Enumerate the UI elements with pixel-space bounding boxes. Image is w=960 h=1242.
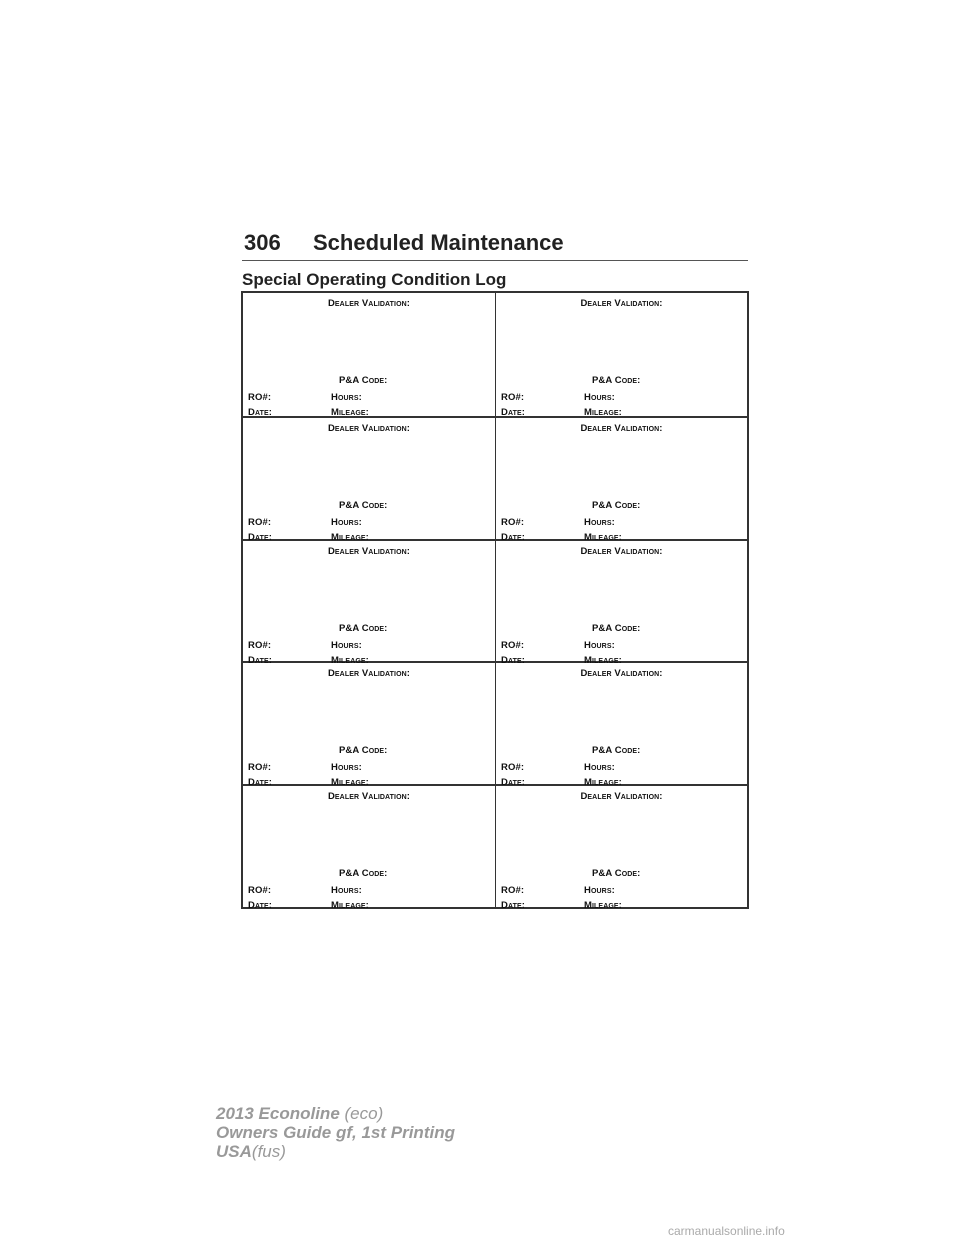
log-row <box>243 661 747 789</box>
footer-market-code: (fus) <box>251 1142 286 1161</box>
dealer-validation-label: Dealer Validation: <box>327 791 411 803</box>
pa-code-label: P&A Code: <box>592 499 641 511</box>
pa-code-label: P&A Code: <box>339 745 388 757</box>
hours-label: Hours: <box>584 392 615 403</box>
pa-code-label: P&A Code: <box>592 375 641 386</box>
hours-label: Hours: <box>584 516 615 528</box>
date-label: Date: <box>248 654 273 666</box>
pa-code-label: P&A Code: <box>339 868 388 880</box>
dealer-validation-label: Dealer Validation: <box>327 422 411 434</box>
dealer-validation-label: Dealer Validation: <box>327 298 411 309</box>
mileage-label: Mileage: <box>331 531 369 543</box>
log-entry-cell <box>243 293 495 416</box>
mileage-label: Mileage: <box>331 777 369 789</box>
mileage-label: Mileage: <box>331 900 369 912</box>
log-entry-cell <box>243 418 495 543</box>
log-row <box>243 293 747 416</box>
section-title: Special Operating Condition Log <box>242 270 507 289</box>
date-label: Date: <box>501 531 526 543</box>
dealer-validation-label: Dealer Validation: <box>580 422 663 434</box>
footer-market: USA <box>216 1142 252 1161</box>
mileage-label: Mileage: <box>584 407 622 418</box>
log-entry-cell <box>495 418 747 543</box>
date-label: Date: <box>501 777 526 789</box>
page-number: 306 <box>244 230 281 255</box>
date-label: Date: <box>248 407 273 418</box>
footer-model: 2013 Econoline <box>216 1104 340 1123</box>
hours-label: Hours: <box>331 885 362 897</box>
hours-label: Hours: <box>584 885 615 897</box>
ro-number-label: RO#: <box>501 762 525 774</box>
ro-number-label: RO#: <box>501 885 525 897</box>
log-entry-cell <box>243 786 495 912</box>
log-row <box>243 784 747 912</box>
footer-guide: Owners Guide gf, 1st Printing <box>216 1123 455 1142</box>
ro-number-label: RO#: <box>501 516 525 528</box>
ro-number-label: RO#: <box>248 392 272 403</box>
log-entry-cell <box>495 786 747 912</box>
footer-line-market <box>216 1142 455 1161</box>
log-row <box>243 416 747 543</box>
date-label: Date: <box>248 531 273 543</box>
pa-code-label: P&A Code: <box>339 499 388 511</box>
log-entry-cell <box>495 663 747 789</box>
pa-code-label: P&A Code: <box>592 745 641 757</box>
log-entry-cell <box>495 293 747 416</box>
hours-label: Hours: <box>584 762 615 774</box>
date-label: Date: <box>248 900 273 912</box>
date-label: Date: <box>501 900 526 912</box>
pa-code-label: P&A Code: <box>592 868 641 880</box>
watermark: carmanualsonline.info <box>668 1224 785 1238</box>
date-label: Date: <box>501 407 526 418</box>
log-row <box>243 539 747 666</box>
date-label: Date: <box>501 654 526 666</box>
footer-line-model <box>216 1104 455 1123</box>
hours-label: Hours: <box>331 516 362 528</box>
footer-line-guide <box>216 1123 455 1142</box>
mileage-label: Mileage: <box>331 407 369 418</box>
ro-number-label: RO#: <box>501 392 525 403</box>
dealer-validation-label: Dealer Validation: <box>327 545 411 557</box>
date-label: Date: <box>248 777 273 789</box>
log-entry-cell <box>243 541 495 666</box>
dealer-validation-label: Dealer Validation: <box>580 668 663 680</box>
dealer-validation-label: Dealer Validation: <box>580 791 663 803</box>
hours-label: Hours: <box>331 639 362 651</box>
ro-number-label: RO#: <box>248 639 272 651</box>
ro-number-label: RO#: <box>501 639 525 651</box>
mileage-label: Mileage: <box>584 777 622 789</box>
hours-label: Hours: <box>331 392 362 403</box>
mileage-label: Mileage: <box>331 654 369 666</box>
footer-model-code: (eco) <box>344 1104 384 1123</box>
mileage-label: Mileage: <box>584 900 622 912</box>
pa-code-label: P&A Code: <box>592 622 641 634</box>
ro-number-label: RO#: <box>248 516 272 528</box>
pa-code-label: P&A Code: <box>339 622 388 634</box>
log-entry-cell <box>495 541 747 666</box>
page-title: Scheduled Maintenance <box>313 230 564 255</box>
header-divider <box>242 260 748 261</box>
print-info-footer <box>216 1104 455 1161</box>
ro-number-label: RO#: <box>248 885 272 897</box>
mileage-label: Mileage: <box>584 654 622 666</box>
log-entry-cell <box>243 663 495 789</box>
hours-label: Hours: <box>331 762 362 774</box>
dealer-validation-label: Dealer Validation: <box>580 545 663 557</box>
condition-log-table <box>241 291 749 912</box>
pa-code-label: P&A Code: <box>339 375 388 386</box>
mileage-label: Mileage: <box>584 531 622 543</box>
hours-label: Hours: <box>584 639 615 651</box>
dealer-validation-label: Dealer Validation: <box>580 298 663 309</box>
dealer-validation-label: Dealer Validation: <box>327 668 411 680</box>
ro-number-label: RO#: <box>248 762 272 774</box>
